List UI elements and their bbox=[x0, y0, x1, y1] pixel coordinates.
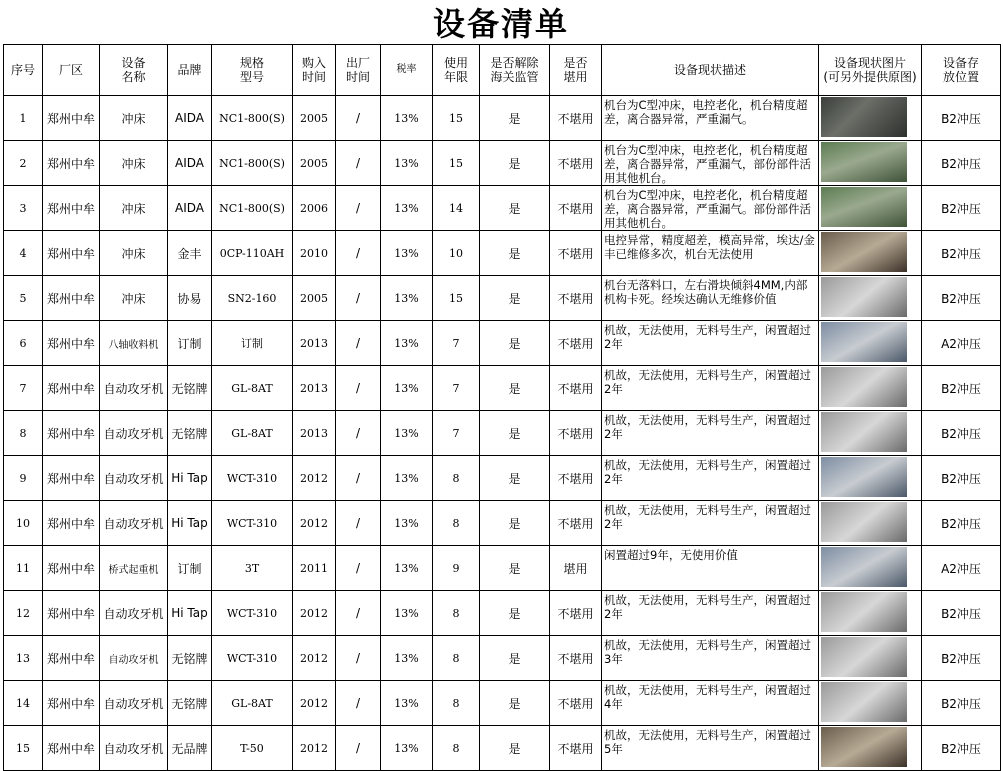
row-factory-year: / bbox=[336, 231, 381, 276]
equipment-photo bbox=[821, 277, 907, 317]
row-site: 郑州中牟 bbox=[43, 636, 100, 681]
row-purchase-year: 2012 bbox=[293, 501, 336, 546]
header-tax bbox=[381, 45, 433, 96]
row-site: 郑州中牟 bbox=[43, 276, 100, 321]
equipment-photo bbox=[821, 412, 907, 452]
header-line-2: 时间 bbox=[301, 70, 326, 84]
row-service-years: 8 bbox=[433, 501, 480, 546]
row-customs-released: 是 bbox=[480, 186, 550, 231]
row-factory-year: / bbox=[336, 141, 381, 186]
row-number: 15 bbox=[4, 726, 43, 771]
row-model: 3T bbox=[212, 546, 293, 591]
row-photo bbox=[819, 726, 922, 771]
table-row bbox=[4, 591, 1001, 636]
row-brand: 订制 bbox=[168, 321, 212, 366]
row-tax-rate: 13% bbox=[381, 141, 433, 186]
row-brand: Hi Tap bbox=[168, 456, 212, 501]
row-site: 郑州中牟 bbox=[43, 546, 100, 591]
row-location: B2冲压 bbox=[922, 501, 1001, 546]
table-row bbox=[4, 321, 1001, 366]
row-factory-year: / bbox=[336, 456, 381, 501]
row-number: 14 bbox=[4, 681, 43, 726]
row-location: B2冲压 bbox=[922, 96, 1001, 141]
equipment-photo bbox=[821, 142, 907, 182]
row-factory-year: / bbox=[336, 726, 381, 771]
row-site: 郑州中牟 bbox=[43, 726, 100, 771]
row-number: 11 bbox=[4, 546, 43, 591]
equipment-photo bbox=[821, 367, 907, 407]
row-equipment-name: 自动攻牙机 bbox=[100, 456, 168, 501]
row-customs-released: 是 bbox=[480, 591, 550, 636]
row-purchase-year: 2005 bbox=[293, 96, 336, 141]
row-factory-year: / bbox=[336, 636, 381, 681]
row-brand: AIDA bbox=[168, 186, 212, 231]
row-tax-rate: 13% bbox=[381, 411, 433, 456]
row-tax-rate: 13% bbox=[381, 501, 433, 546]
row-description: 机故，无法使用，无料号生产，闲置超过4年 bbox=[602, 681, 819, 726]
row-brand: 无铭牌 bbox=[168, 411, 212, 456]
row-photo bbox=[819, 231, 922, 276]
row-factory-year: / bbox=[336, 276, 381, 321]
row-description: 机台为C型冲床，电控老化，机台精度超差，离合器异常，严重漏气。 bbox=[602, 96, 819, 141]
row-model: GL-8AT bbox=[212, 366, 293, 411]
row-customs-released: 是 bbox=[480, 636, 550, 681]
row-service-years: 7 bbox=[433, 366, 480, 411]
row-usable: 不堪用 bbox=[550, 186, 602, 231]
row-description: 机台为C型冲床，电控老化，机台精度超差，离合器异常，严重漏气，部份部件活用其他机台。 bbox=[602, 141, 819, 186]
row-number: 9 bbox=[4, 456, 43, 501]
header-customs bbox=[480, 45, 550, 96]
row-usable: 不堪用 bbox=[550, 141, 602, 186]
row-site: 郑州中牟 bbox=[43, 231, 100, 276]
row-factory-year: / bbox=[336, 321, 381, 366]
row-number: 13 bbox=[4, 636, 43, 681]
row-location: A2冲压 bbox=[922, 321, 1001, 366]
row-photo bbox=[819, 321, 922, 366]
row-usable: 不堪用 bbox=[550, 456, 602, 501]
row-tax-rate: 13% bbox=[381, 636, 433, 681]
row-service-years: 8 bbox=[433, 591, 480, 636]
row-service-years: 7 bbox=[433, 321, 480, 366]
row-tax-rate: 13% bbox=[381, 366, 433, 411]
row-number: 10 bbox=[4, 501, 43, 546]
equipment-photo bbox=[821, 97, 907, 137]
header-line-2: 放位置 bbox=[942, 70, 979, 84]
row-photo bbox=[819, 276, 922, 321]
equipment-photo bbox=[821, 232, 907, 272]
row-number: 6 bbox=[4, 321, 43, 366]
row-purchase-year: 2012 bbox=[293, 636, 336, 681]
row-description: 机故，无法使用，无料号生产，闲置超过2年 bbox=[602, 411, 819, 456]
row-location: B2冲压 bbox=[922, 411, 1001, 456]
row-customs-released: 是 bbox=[480, 411, 550, 456]
row-purchase-year: 2005 bbox=[293, 276, 336, 321]
equipment-photo bbox=[821, 592, 907, 632]
row-description: 机故，无法使用，无料号生产，闲置超过2年 bbox=[602, 591, 819, 636]
row-site: 郑州中牟 bbox=[43, 456, 100, 501]
row-brand: 金丰 bbox=[168, 231, 212, 276]
row-customs-released: 是 bbox=[480, 231, 550, 276]
row-customs-released: 是 bbox=[480, 501, 550, 546]
row-equipment-name: 自动攻牙机 bbox=[100, 591, 168, 636]
table-row bbox=[4, 636, 1001, 681]
row-customs-released: 是 bbox=[480, 366, 550, 411]
row-photo bbox=[819, 546, 922, 591]
row-service-years: 10 bbox=[433, 231, 480, 276]
row-photo bbox=[819, 411, 922, 456]
page-title: 设备清单 bbox=[432, 5, 569, 43]
table-row bbox=[4, 456, 1001, 501]
row-tax-rate: 13% bbox=[381, 681, 433, 726]
row-brand: 协易 bbox=[168, 276, 212, 321]
row-equipment-name: 冲床 bbox=[100, 186, 168, 231]
row-description: 机故，无法使用，无料号生产，闲置超过3年 bbox=[602, 636, 819, 681]
row-usable: 不堪用 bbox=[550, 96, 602, 141]
header-buy-year bbox=[293, 45, 336, 96]
row-location: B2冲压 bbox=[922, 681, 1001, 726]
row-number: 3 bbox=[4, 186, 43, 231]
row-factory-year: / bbox=[336, 501, 381, 546]
row-site: 郑州中牟 bbox=[43, 96, 100, 141]
equipment-photo bbox=[821, 727, 907, 767]
row-model: NC1-800(S) bbox=[212, 186, 293, 231]
row-site: 郑州中牟 bbox=[43, 321, 100, 366]
row-customs-released: 是 bbox=[480, 456, 550, 501]
header-line-2: 名称 bbox=[121, 70, 146, 84]
row-service-years: 8 bbox=[433, 726, 480, 771]
row-site: 郑州中牟 bbox=[43, 186, 100, 231]
row-factory-year: / bbox=[336, 366, 381, 411]
row-number: 2 bbox=[4, 141, 43, 186]
row-purchase-year: 2012 bbox=[293, 681, 336, 726]
row-usable: 不堪用 bbox=[550, 321, 602, 366]
header-line-2: 堪用 bbox=[563, 70, 588, 84]
row-customs-released: 是 bbox=[480, 141, 550, 186]
header-line-1: 规格 bbox=[239, 56, 264, 70]
row-model: NC1-800(S) bbox=[212, 141, 293, 186]
row-brand: 无品牌 bbox=[168, 726, 212, 771]
row-usable: 堪用 bbox=[550, 546, 602, 591]
row-purchase-year: 2012 bbox=[293, 726, 336, 771]
row-tax-rate: 13% bbox=[381, 276, 433, 321]
header-name bbox=[100, 45, 168, 96]
row-number: 1 bbox=[4, 96, 43, 141]
header-line-1: 品牌 bbox=[177, 63, 202, 77]
row-usable: 不堪用 bbox=[550, 501, 602, 546]
row-service-years: 8 bbox=[433, 456, 480, 501]
row-location: B2冲压 bbox=[922, 141, 1001, 186]
row-tax-rate: 13% bbox=[381, 231, 433, 276]
row-equipment-name: 八轴收料机 bbox=[100, 321, 168, 366]
row-site: 郑州中牟 bbox=[43, 366, 100, 411]
row-location: B2冲压 bbox=[922, 636, 1001, 681]
header-line-2: 年限 bbox=[443, 70, 468, 84]
row-model: WCT-310 bbox=[212, 456, 293, 501]
row-tax-rate: 13% bbox=[381, 186, 433, 231]
row-photo bbox=[819, 366, 922, 411]
row-description: 机故，无法使用，无料号生产，闲置超过2年 bbox=[602, 501, 819, 546]
row-number: 7 bbox=[4, 366, 43, 411]
row-service-years: 15 bbox=[433, 96, 480, 141]
table-body bbox=[4, 96, 1001, 771]
table-row bbox=[4, 681, 1001, 726]
row-site: 郑州中牟 bbox=[43, 681, 100, 726]
row-tax-rate: 13% bbox=[381, 96, 433, 141]
row-usable: 不堪用 bbox=[550, 411, 602, 456]
row-purchase-year: 2013 bbox=[293, 366, 336, 411]
row-photo bbox=[819, 591, 922, 636]
equipment-photo bbox=[821, 457, 907, 497]
row-photo bbox=[819, 636, 922, 681]
row-equipment-name: 冲床 bbox=[100, 276, 168, 321]
header-row bbox=[4, 45, 1001, 96]
header-site bbox=[43, 45, 100, 96]
row-model: WCT-310 bbox=[212, 636, 293, 681]
row-factory-year: / bbox=[336, 96, 381, 141]
row-purchase-year: 2005 bbox=[293, 141, 336, 186]
header-location bbox=[922, 45, 1001, 96]
row-service-years: 7 bbox=[433, 411, 480, 456]
row-brand: AIDA bbox=[168, 96, 212, 141]
row-equipment-name: 冲床 bbox=[100, 141, 168, 186]
equipment-photo bbox=[821, 682, 907, 722]
header-usable bbox=[550, 45, 602, 96]
row-brand: 无铭牌 bbox=[168, 681, 212, 726]
header-photo bbox=[819, 45, 922, 96]
row-model: 0CP-110AH bbox=[212, 231, 293, 276]
row-site: 郑州中牟 bbox=[43, 411, 100, 456]
row-photo bbox=[819, 456, 922, 501]
equipment-table bbox=[3, 44, 1001, 771]
row-customs-released: 是 bbox=[480, 726, 550, 771]
row-location: B2冲压 bbox=[922, 231, 1001, 276]
row-model: WCT-310 bbox=[212, 591, 293, 636]
row-customs-released: 是 bbox=[480, 681, 550, 726]
row-equipment-name: 自动攻牙机 bbox=[100, 636, 168, 681]
row-usable: 不堪用 bbox=[550, 591, 602, 636]
header-line-1: 厂区 bbox=[58, 63, 83, 77]
row-customs-released: 是 bbox=[480, 321, 550, 366]
row-description: 机故，无法使用，无料号生产，闲置超过5年 bbox=[602, 726, 819, 771]
row-description: 机故，无法使用，无料号生产，闲置超过2年 bbox=[602, 456, 819, 501]
row-site: 郑州中牟 bbox=[43, 141, 100, 186]
header-line-1: 设备存 bbox=[942, 56, 979, 70]
row-equipment-name: 自动攻牙机 bbox=[100, 726, 168, 771]
row-model: 订制 bbox=[212, 321, 293, 366]
row-tax-rate: 13% bbox=[381, 546, 433, 591]
row-description: 机台无落料口，左右滑块倾斜4MM,内部机构卡死。经埃达确认无维修价值 bbox=[602, 276, 819, 321]
table-row bbox=[4, 231, 1001, 276]
row-usable: 不堪用 bbox=[550, 726, 602, 771]
equipment-photo bbox=[821, 502, 907, 542]
row-service-years: 9 bbox=[433, 546, 480, 591]
row-model: GL-8AT bbox=[212, 411, 293, 456]
row-equipment-name: 冲床 bbox=[100, 96, 168, 141]
row-model: T-50 bbox=[212, 726, 293, 771]
row-number: 12 bbox=[4, 591, 43, 636]
row-purchase-year: 2011 bbox=[293, 546, 336, 591]
header-line-1: 使用 bbox=[443, 56, 468, 70]
row-model: SN2-160 bbox=[212, 276, 293, 321]
row-description: 机故，无法使用，无料号生产，闲置超过2年 bbox=[602, 321, 819, 366]
header-line-1: 税率 bbox=[396, 64, 417, 75]
header-line-2: 海关监管 bbox=[490, 70, 539, 84]
table-row bbox=[4, 366, 1001, 411]
table-row bbox=[4, 411, 1001, 456]
equipment-photo bbox=[821, 322, 907, 362]
row-service-years: 8 bbox=[433, 681, 480, 726]
row-equipment-name: 自动攻牙机 bbox=[100, 411, 168, 456]
row-customs-released: 是 bbox=[480, 546, 550, 591]
header-line-1: 设备现状描述 bbox=[673, 63, 746, 77]
table-row bbox=[4, 276, 1001, 321]
header-line-1: 设备 bbox=[121, 56, 146, 70]
row-photo bbox=[819, 681, 922, 726]
header-line-2: (可另外提供原图) bbox=[823, 70, 917, 84]
row-location: B2冲压 bbox=[922, 276, 1001, 321]
header-line-1: 设备现状图片 bbox=[833, 56, 906, 70]
row-usable: 不堪用 bbox=[550, 366, 602, 411]
row-purchase-year: 2013 bbox=[293, 411, 336, 456]
row-photo bbox=[819, 501, 922, 546]
row-factory-year: / bbox=[336, 411, 381, 456]
row-description: 闲置超过9年，无使用价值 bbox=[602, 546, 819, 591]
row-description: 机故，无法使用，无料号生产，闲置超过2年 bbox=[602, 366, 819, 411]
row-customs-released: 是 bbox=[480, 96, 550, 141]
equipment-photo bbox=[821, 187, 907, 227]
row-purchase-year: 2010 bbox=[293, 231, 336, 276]
table-row bbox=[4, 96, 1001, 141]
row-equipment-name: 桥式起重机 bbox=[100, 546, 168, 591]
row-equipment-name: 自动攻牙机 bbox=[100, 366, 168, 411]
row-usable: 不堪用 bbox=[550, 276, 602, 321]
header-line-1: 是否 bbox=[563, 56, 588, 70]
header-model bbox=[212, 45, 293, 96]
row-description: 电控异常，精度超差，模高异常，埃达/金丰已维修多次，机台无法使用 bbox=[602, 231, 819, 276]
row-brand: AIDA bbox=[168, 141, 212, 186]
row-purchase-year: 2013 bbox=[293, 321, 336, 366]
row-model: WCT-310 bbox=[212, 501, 293, 546]
row-tax-rate: 13% bbox=[381, 591, 433, 636]
row-usable: 不堪用 bbox=[550, 681, 602, 726]
header-line-1: 是否解除 bbox=[490, 56, 539, 70]
row-location: A2冲压 bbox=[922, 546, 1001, 591]
row-site: 郑州中牟 bbox=[43, 591, 100, 636]
row-model: NC1-800(S) bbox=[212, 96, 293, 141]
row-equipment-name: 冲床 bbox=[100, 231, 168, 276]
row-purchase-year: 2006 bbox=[293, 186, 336, 231]
header-desc bbox=[602, 45, 819, 96]
row-description: 机台为C型冲床，电控老化，机台精度超差，离合器异常，严重漏气。部份部件活用其他机台。 bbox=[602, 186, 819, 231]
row-factory-year: / bbox=[336, 186, 381, 231]
row-factory-year: / bbox=[336, 546, 381, 591]
row-location: B2冲压 bbox=[922, 456, 1001, 501]
table-row bbox=[4, 501, 1001, 546]
row-usable: 不堪用 bbox=[550, 636, 602, 681]
header-line-1: 出厂 bbox=[345, 56, 370, 70]
header-brand bbox=[168, 45, 212, 96]
row-number: 8 bbox=[4, 411, 43, 456]
row-photo bbox=[819, 141, 922, 186]
row-service-years: 14 bbox=[433, 186, 480, 231]
header-years bbox=[433, 45, 480, 96]
equipment-photo bbox=[821, 547, 907, 587]
row-location: B2冲压 bbox=[922, 591, 1001, 636]
header-factory-year bbox=[336, 45, 381, 96]
row-tax-rate: 13% bbox=[381, 321, 433, 366]
row-model: GL-8AT bbox=[212, 681, 293, 726]
table-row bbox=[4, 546, 1001, 591]
header-line-2: 型号 bbox=[239, 70, 264, 84]
row-site: 郑州中牟 bbox=[43, 501, 100, 546]
row-service-years: 15 bbox=[433, 141, 480, 186]
row-brand: 订制 bbox=[168, 546, 212, 591]
table-row bbox=[4, 186, 1001, 231]
row-factory-year: / bbox=[336, 591, 381, 636]
row-service-years: 15 bbox=[433, 276, 480, 321]
row-number: 5 bbox=[4, 276, 43, 321]
row-purchase-year: 2012 bbox=[293, 456, 336, 501]
row-equipment-name: 自动攻牙机 bbox=[100, 501, 168, 546]
row-service-years: 8 bbox=[433, 636, 480, 681]
row-number: 4 bbox=[4, 231, 43, 276]
row-customs-released: 是 bbox=[480, 276, 550, 321]
row-brand: Hi Tap bbox=[168, 501, 212, 546]
row-factory-year: / bbox=[336, 681, 381, 726]
row-location: B2冲压 bbox=[922, 366, 1001, 411]
row-photo bbox=[819, 186, 922, 231]
row-purchase-year: 2012 bbox=[293, 591, 336, 636]
table-row bbox=[4, 726, 1001, 771]
row-photo bbox=[819, 96, 922, 141]
row-tax-rate: 13% bbox=[381, 456, 433, 501]
header-line-1: 序号 bbox=[10, 63, 35, 77]
row-brand: 无铭牌 bbox=[168, 636, 212, 681]
equipment-photo bbox=[821, 637, 907, 677]
header-line-2: 时间 bbox=[345, 70, 370, 84]
header-no bbox=[4, 45, 43, 96]
row-tax-rate: 13% bbox=[381, 726, 433, 771]
row-brand: Hi Tap bbox=[168, 591, 212, 636]
row-location: B2冲压 bbox=[922, 726, 1001, 771]
header-line-1: 购入 bbox=[301, 56, 326, 70]
row-brand: 无铭牌 bbox=[168, 366, 212, 411]
row-usable: 不堪用 bbox=[550, 231, 602, 276]
row-location: B2冲压 bbox=[922, 186, 1001, 231]
row-equipment-name: 自动攻牙机 bbox=[100, 681, 168, 726]
table-row bbox=[4, 141, 1001, 186]
